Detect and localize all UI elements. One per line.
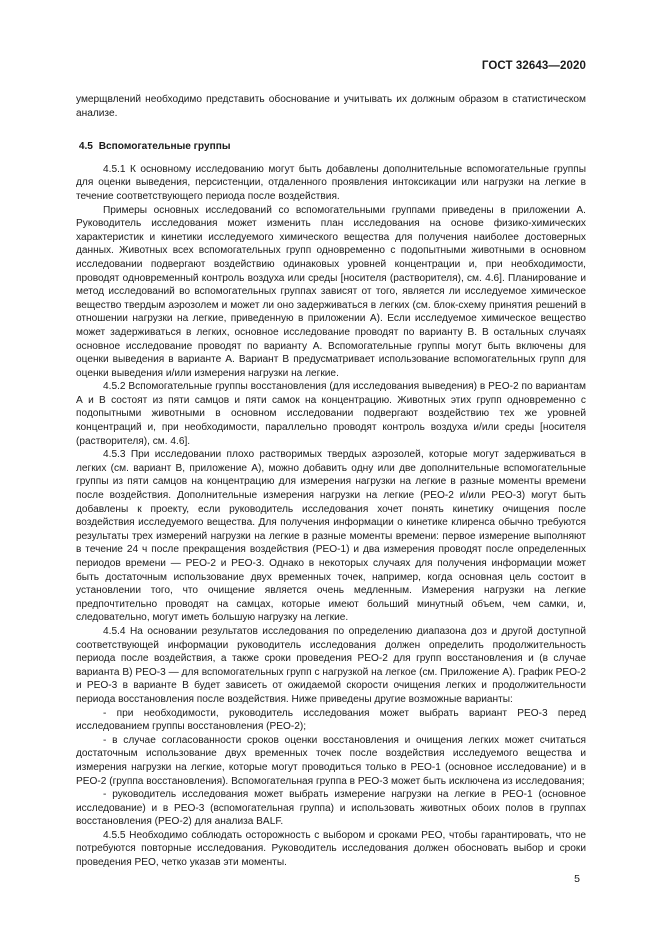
- document-body: [76, 93, 586, 870]
- paragraph-4-5-2: 4.5.2 Вспомогательные группы восстановления (для исследования выведения) в РЕО-2 по вариантам А и В состоят из пяти самцов и пяти самок на концентрацию. Животных этих групп одновременно с подопытными животными в основном исследовании подвергают воздействию тех же уровней концентраций и, при необходимости, параллельно проводят контроль воздуха и/или среды [носителя (растворителя), см. 4.6].: [76, 381, 586, 447]
- section-title: Вспомогательные группы: [98, 141, 231, 153]
- list-item: - в случае согласованности сроков оценки восстановления и очищения легких может считаться достаточным использование двух временных точек после воздействия исследуемого вещества и измерения нагрузки на легкие, которые могут проводиться только в РЕО-1 (основное исследование) и в РЕО-2 (группа восстановления). Вспомогательная группа в РЕО-3 может быть исключена из исследования;: [76, 734, 586, 787]
- section-heading: [76, 140, 586, 154]
- intro-paragraph: умерщвлений необходимо представить обоснование и учитывать их должным образом в статистическом анализе.: [76, 94, 586, 119]
- section-number: 4.5: [78, 141, 93, 153]
- paragraph-4-5-1: 4.5.1 К основному исследованию могут быть добавлены дополнительные вспомогательные группы для оценки выведения, персистенции, отдаленного проявления интоксикации или нагрузки на легкие в течение соответствующего периода после воздействия.: [76, 163, 586, 202]
- paragraph-4-5-5: 4.5.5 Необходимо соблюдать осторожность с выбором и сроками РЕО, чтобы гарантировать, что не потребуются повторные исследования. Руководитель исследования должен обосновать выбор и сроки проведения РЕО, четко указав эти моменты.: [76, 829, 586, 869]
- page-number: 5: [574, 873, 580, 885]
- document-code: ГОСТ 32643—2020: [481, 60, 586, 72]
- list-item: - руководитель исследования может выбрать измерение нагрузки на легкие в РЕО-1 (основное исследование) и в РЕО-3 (вспомогательная группа) и использовать животных обоих полов в группах восстановления (РЕО-2) для анализа BALF.: [76, 789, 586, 828]
- paragraph-examples: Примеры основных исследований со вспомогательными группами приведены в приложении А. Руководитель исследования может изменить план исследования на основе физико-химических характеристик и кинетики исследуемого химического вещества для получения наиболее достоверных данных. Животных всех вспомогательных групп одновременно с подопытными животными в основном исследовании подвергают воздействию одинаковых уровней концентрации и, при необходимости, проводят одновременный контроль воздуха или среды [носителя (растворителя), см. 4.6]. Планирование и метод исследований во вспомогательных группах зависят от того, является ли исследуемое химическое вещество твердым аэрозолем и может ли оно задерживаться в легких (см. блок-схему принятия решений в отношении нагрузки на легкие, приведенную в приложении А). Если исследуемое химическое вещество может задерживаться в легких, основное исследование проводят по варианту В. В остальных случаях основное исследование проводят по варианту А. Вспомогательные группы могут быть включены для оценки выведения в варианте А. Вариант В предусматривает использование вспомогательных групп для оценки выведения и/или измерения нагрузки на легкие.: [76, 204, 586, 379]
- list-item: - при необходимости, руководитель исследования может выбрать вариант РЕО-3 перед исследованием группы восстановления (РЕО-2);: [76, 707, 586, 733]
- paragraph-4-5-3: 4.5.3 При исследовании плохо растворимых твердых аэрозолей, которые могут задерживаться в легких (см. вариант В, приложение А), можно добавить одну или две дополнительные вспомогательные группы из пяти самцов на концентрацию для измерения нагрузки на легкие в разные моменты времени после воздействия. Дополнительные измерения нагрузки на легкие (РЕО-2 и/или РЕО-3) могут быть добавлены к проекту, если руководитель исследования хочет понять кинетику очищения после воздействия исследуемого вещества. Для получения информации о кинетике клиренса обычно требуются результаты трех измерений нагрузки на легкие в разные моменты времени: первое измерение выполняют в течение 24 ч после прекращения воздействия (РЕО-1) и два измерения проводят после определенных периодов времени — РЕО-2 и РЕО-3. Однако в некоторых случаях для получения информации может быть достаточным использование двух временных точек, например, когда основная цель состоит в установлении того, что очищение является очень медленным. Измерения нагрузки на легкие предпочтительно проводят на самцах, которые имеют больший минутный объем, чем самки, и, следовательно, могут иметь большую нагрузку на легкие.: [76, 449, 586, 624]
- paragraph-4-5-4: 4.5.4 На основании результатов исследования по определению диапазона доз и другой доступной соответствующей информации руководитель исследования должен определить продолжительность периода после воздействия, а также сроки проведения РЕО-2 для групп восстановления и (в случае варианта В) РЕО-3 — для вспомогательных групп с нагрузкой на легкое (см. Приложение А). График РЕО-2 и РЕО-3 в варианте В будет зависеть от ожидаемой скорости очищения легких и продолжительности периода восстановления после воздействия. Ниже приведены другие возможные варианты:: [76, 625, 586, 705]
